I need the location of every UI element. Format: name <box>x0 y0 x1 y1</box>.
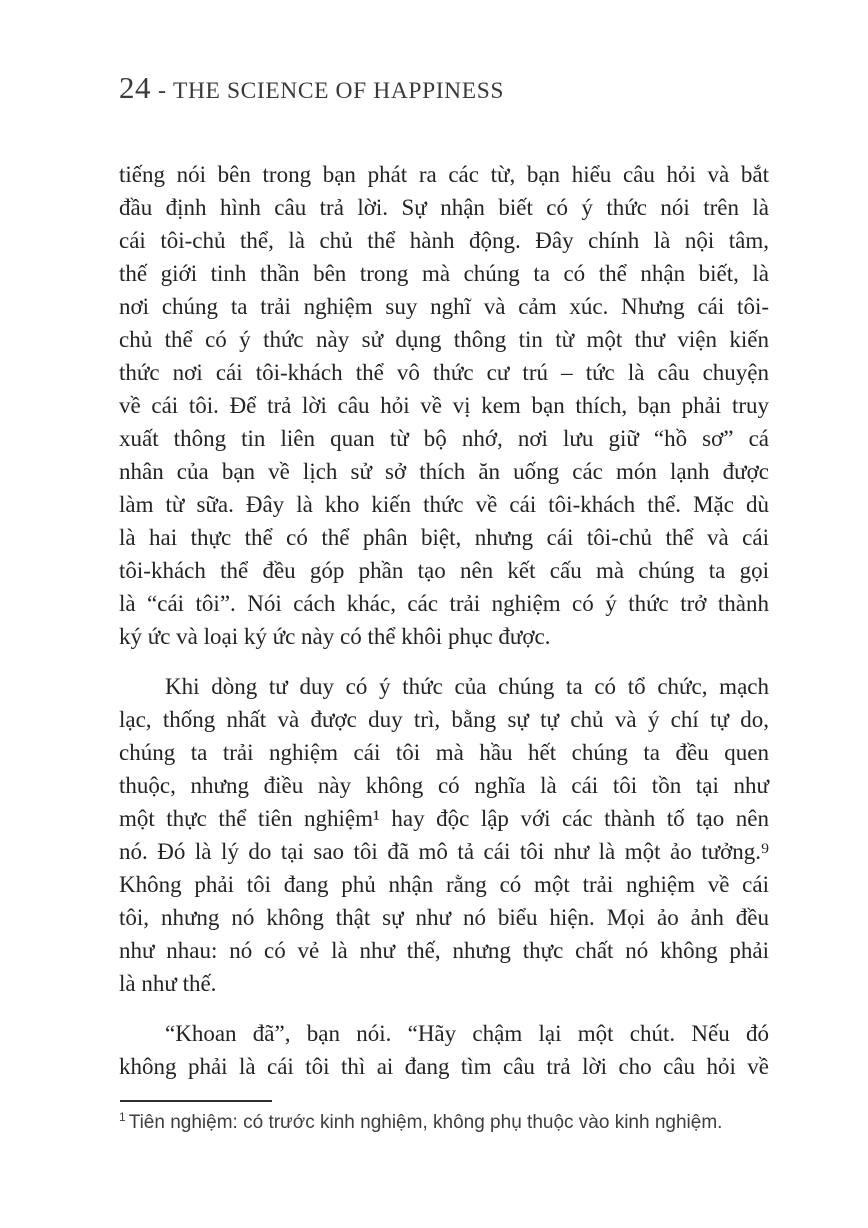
text-line: “Khoan đã”, bạn nói. “Hãy chậm lại một chút. Nếu đó <box>165 1021 769 1046</box>
text-line: tôi-khách thể đều góp phần tạo nên kết cấu mà chúng ta gọi <box>119 558 769 583</box>
page-number: 24 <box>119 70 151 105</box>
text-line: ký ức và loại ký ức này có thể khôi phục được. <box>119 624 551 649</box>
text-line: cái tôi-chủ thể, là chủ thể hành động. Đây chính là nội tâm, <box>119 228 769 253</box>
text-line: Không phải tôi đang phủ nhận rằng có một trải nghiệm về cái <box>119 872 769 897</box>
text-line: không phải là cái tôi thì ai đang tìm câu trả lời cho câu hỏi về <box>119 1054 769 1079</box>
header-separator: - <box>158 78 166 104</box>
text-line: chủ thể có ý thức này sử dụng thông tin từ một thư viện kiến <box>119 327 769 352</box>
text-line: về cái tôi. Để trả lời câu hỏi về vị kem bạn thích, bạn phải truy <box>119 393 769 418</box>
text-line: thuộc, nhưng điều này không có nghĩa là cái tôi tồn tại như <box>119 773 769 798</box>
text-line: làm từ sữa. Đây là kho kiến thức về cái tôi-khách thể. Mặc dù <box>119 492 769 517</box>
text-line: lạc, thống nhất và được duy trì, bằng sự tự chủ và ý chí tự do, <box>119 707 769 732</box>
footnote-text: Tiên nghiệm: có trước kinh nghiệm, không phụ thuộc vào kinh nghiệm. <box>128 1112 723 1133</box>
text-line: chúng ta trải nghiệm cái tôi mà hầu hết chúng ta đều quen <box>119 740 769 765</box>
paragraph <box>119 670 769 1000</box>
text-line: nó. Đó là lý do tại sao tôi đã mô tả cái tôi như là một ảo tưởng.⁹ <box>119 839 769 864</box>
text-line: tôi, nhưng nó không thật sự như nó biểu hiện. Mọi ảo ảnh đều <box>119 905 769 930</box>
text-line: nơi chúng ta trải nghiệm suy nghĩ và cảm xúc. Nhưng cái tôi- <box>119 294 769 319</box>
footnote-separator-rule <box>120 1100 272 1102</box>
text-line: nhân của bạn về lịch sử sở thích ăn uống các món lạnh được <box>119 459 769 484</box>
text-line: đầu định hình câu trả lời. Sự nhận biết có ý thức nói trên là <box>119 195 769 220</box>
text-line: như nhau: nó có vẻ là như thế, nhưng thực chất nó không phải <box>119 938 769 963</box>
text-line: Khi dòng tư duy có ý thức của chúng ta có tổ chức, mạch <box>165 674 769 699</box>
book-title: THE SCIENCE OF HAPPINESS <box>173 78 505 104</box>
text-line: là “cái tôi”. Nói cách khác, các trải nghiệm có ý thức trở thành <box>119 591 769 616</box>
text-line: tiếng nói bên trong bạn phát ra các từ, bạn hiểu câu hỏi và bắt <box>119 162 769 187</box>
text-line: xuất thông tin liên quan từ bộ nhớ, nơi lưu giữ “hồ sơ” cá <box>119 426 769 451</box>
footnote-marker: 1 <box>119 1109 126 1124</box>
text-line: là hai thực thể có thể phân biệt, nhưng cái tôi-chủ thể và cái <box>119 525 769 550</box>
paragraph <box>119 1017 769 1083</box>
body-text <box>119 158 769 1083</box>
text-line: một thực thể tiên nghiệm¹ hay độc lập với các thành tố tạo nên <box>119 806 769 831</box>
footnote <box>119 1110 799 1136</box>
running-header <box>119 70 504 106</box>
text-line: thức nơi cái tôi-khách thể vô thức cư trú – tức là câu chuyện <box>119 360 769 385</box>
text-line: thế giới tinh thần bên trong mà chúng ta có thể nhận biết, là <box>119 261 769 286</box>
paragraph <box>119 158 769 653</box>
text-line: là như thế. <box>119 971 217 996</box>
